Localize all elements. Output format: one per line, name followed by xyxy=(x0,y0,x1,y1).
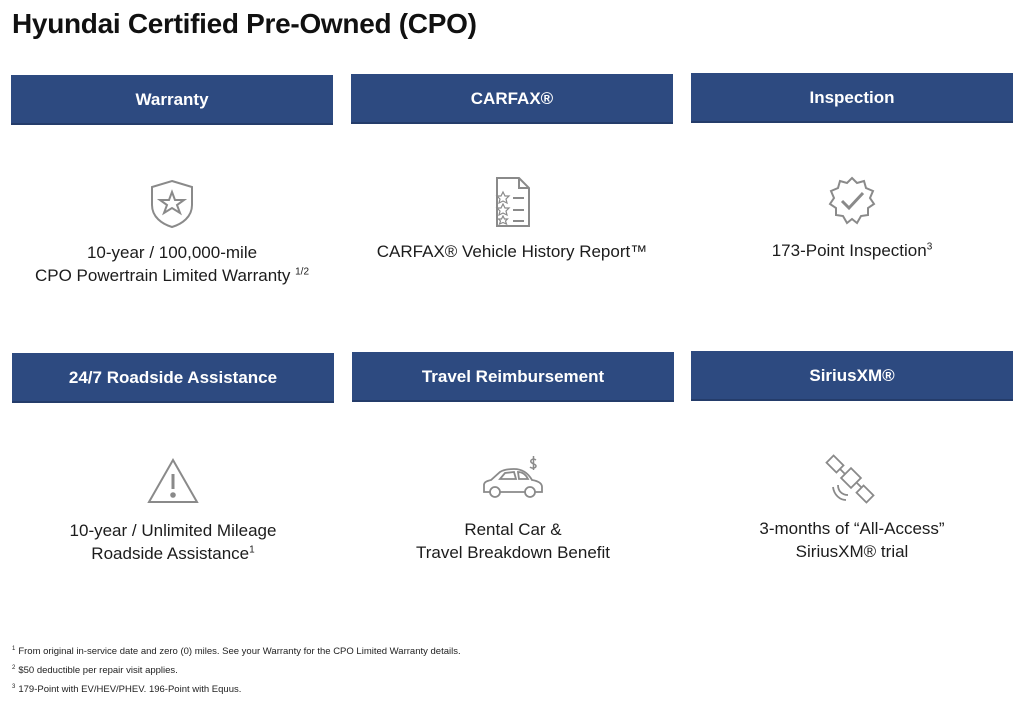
check-badge-icon xyxy=(691,171,1013,231)
card-line1: 10-year / 100,000-mile xyxy=(86,243,258,262)
card-line1: CARFAX® Vehicle History Report™ xyxy=(376,242,648,261)
footnotes xyxy=(12,642,461,699)
card-header: 24/7 Roadside Assistance xyxy=(12,353,334,403)
card-inspection xyxy=(691,73,1013,262)
card-line1: 173-Point Inspection xyxy=(771,241,927,260)
card-header: Warranty xyxy=(11,75,333,125)
footnote-ref: 1/2 xyxy=(295,266,310,278)
card-header: CARFAX® xyxy=(351,74,673,124)
card-siriusxm xyxy=(691,351,1013,563)
card-header: Inspection xyxy=(691,73,1013,123)
footnote-ref: 1 xyxy=(249,544,255,556)
card-description xyxy=(352,518,674,564)
card-line2: SiriusXM® trial xyxy=(795,542,909,561)
card-header: SiriusXM® xyxy=(691,351,1013,401)
card-line1: 10-year / Unlimited Mileage xyxy=(69,521,277,540)
footnote-1: $^1$ From original in-service date and zero (0) miles. See your Warranty for the CPO Limited Warranty details. xyxy=(12,645,461,657)
document-checklist-icon xyxy=(351,172,673,232)
footnote-3: $^3$ 179-Point with EV/HEV/PHEV. 196-Point with Equus. xyxy=(12,683,242,695)
card-line1: 3-months of “All-Access” xyxy=(759,519,945,538)
card-roadside xyxy=(12,353,334,565)
page-title: Hyundai Certified Pre-Owned (CPO) xyxy=(12,8,477,39)
footnote-2: $^2$ $50 deductible per repair visit applies. xyxy=(12,664,178,676)
card-travel xyxy=(352,352,674,564)
card-carfax xyxy=(351,74,673,263)
footnote-ref: 3 xyxy=(926,241,933,253)
shield-star-icon xyxy=(11,173,333,233)
card-description xyxy=(351,240,673,263)
card-line1: Rental Car & xyxy=(464,520,562,539)
car-dollar-icon xyxy=(352,450,674,510)
warning-triangle-icon xyxy=(12,451,334,511)
satellite-icon xyxy=(691,449,1013,509)
card-line2: Travel Breakdown Benefit xyxy=(415,543,611,562)
card-description xyxy=(691,239,1013,262)
card-description xyxy=(11,241,333,287)
card-line2: CPO Powertrain Limited Warranty xyxy=(34,266,291,285)
card-description xyxy=(12,519,334,565)
card-line2: Roadside Assistance xyxy=(91,544,250,563)
card-header: Travel Reimbursement xyxy=(352,352,674,402)
card-description xyxy=(691,517,1013,563)
card-warranty xyxy=(11,75,333,287)
